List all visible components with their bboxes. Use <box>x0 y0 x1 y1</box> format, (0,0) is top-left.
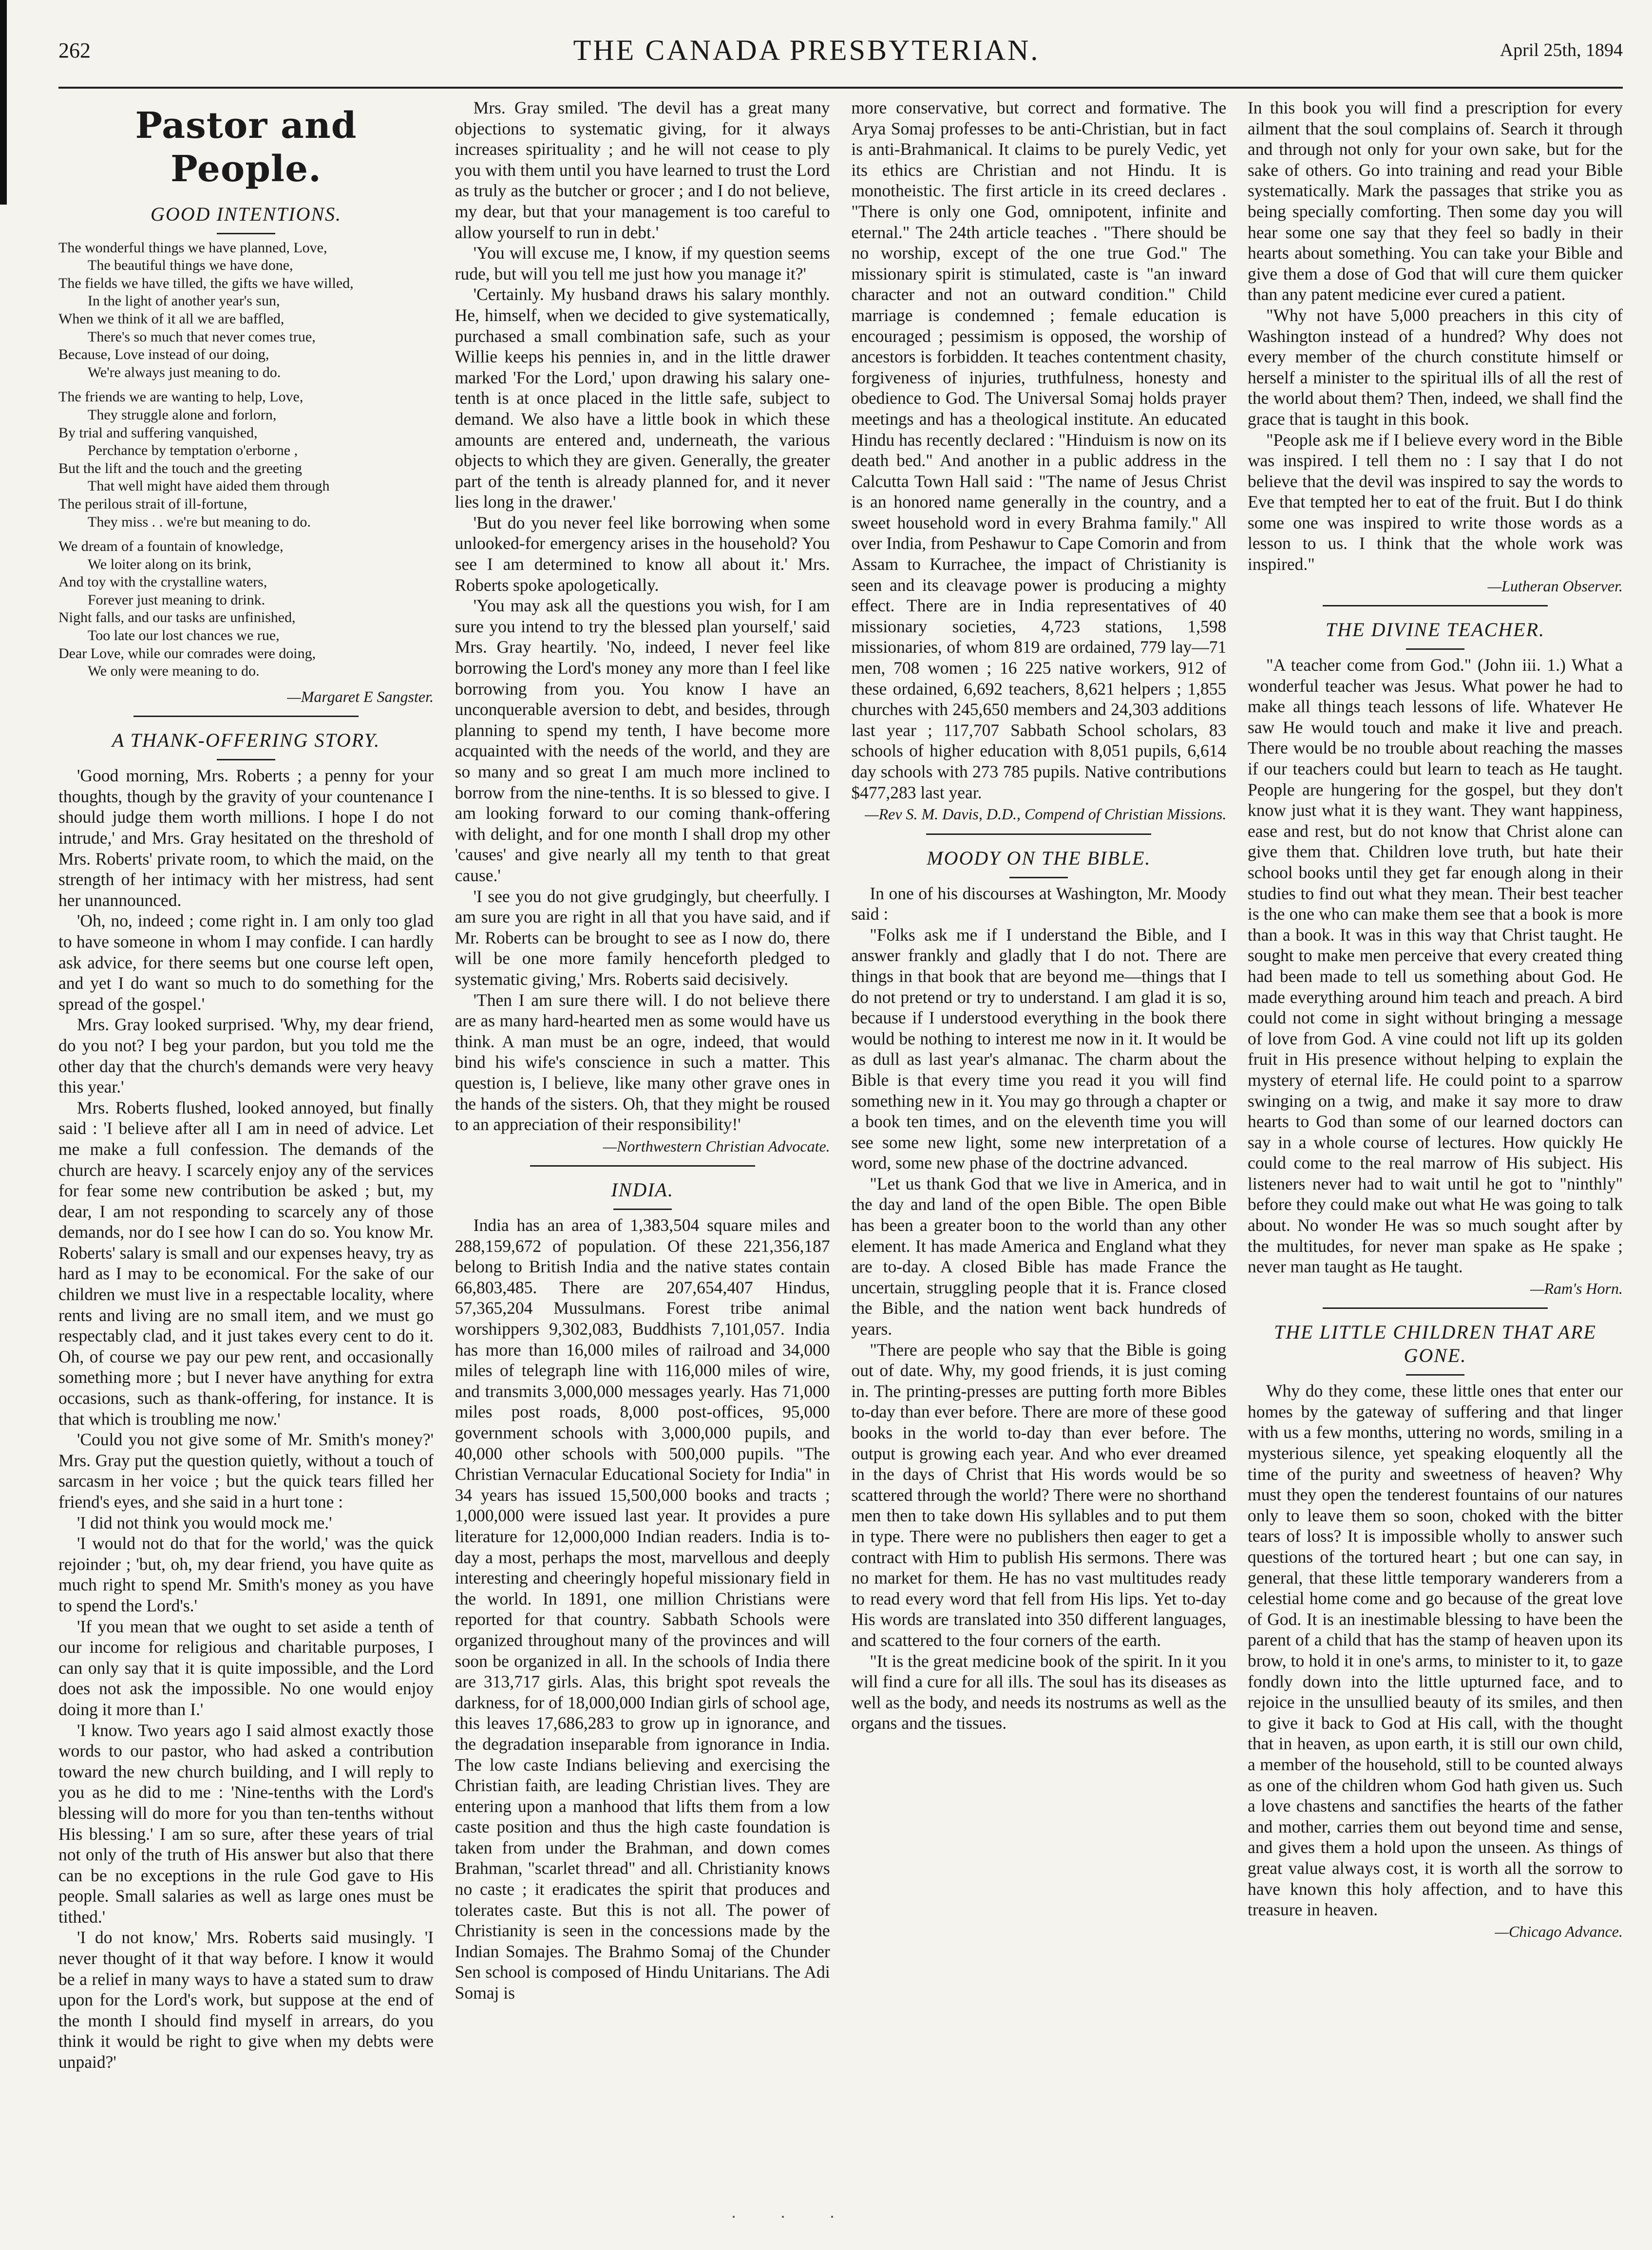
page-header <box>58 14 1623 87</box>
paragraph: 'Certainly. My husband draws his salary monthly. He, himself, when we decided to give systematically, purchased a small combination safe, such as your Willie keeps his pennies in, and in the little drawer marked 'For the Lord,' upon drawing his salary one-tenth is at once placed in the little safe, subject to demand. We also have a little book in which these amounts are entered and, underneath, the various objects to which they are given. Generally, the greater part of the tenth is already planned for, and it never lies long in the drawer.' <box>455 284 830 512</box>
poem-stanza <box>58 388 434 531</box>
footer-marks: · · · <box>731 2207 854 2227</box>
poem-line: They miss . . we're but meaning to do. <box>88 513 311 530</box>
masthead: THE CANADA PRESBYTERIAN. <box>573 34 1040 66</box>
poem-line: The beautiful things we have done, <box>88 257 293 274</box>
poem-line: The wonderful things we have planned, Love, <box>58 239 327 256</box>
poem-attribution: —Margaret E Sangster. <box>287 687 434 705</box>
poem-line: That well might have aided them through <box>88 478 330 494</box>
poem-line: In the light of another year's sun, <box>88 293 280 309</box>
paragraph: 'If you mean that we ought to set aside a tenth of our income for religious and charitable purposes, I can only say that it is quite impossible, and the Lord does not ask the impossible. No one would enjoy doing it more than I.' <box>58 1616 434 1719</box>
section-heading: Pastor and People. <box>135 105 357 190</box>
column-1 <box>58 97 434 2196</box>
paragraph: "People ask me if I believe every word in the Bible was inspired. I tell them no : I say that I do not believe that the devil was inspired to say the words to Eve that tempted her to eat of the fruit. But I do think some one was inspired to write those words as a lesson to us. I think that the whole work was inspired." <box>1247 430 1623 574</box>
thank-offering-title: A THANK-OFFERING STORY. <box>112 729 380 752</box>
poem-line: By trial and suffering vanquished, <box>58 424 258 441</box>
poem-title: GOOD INTENTIONS. <box>150 203 342 225</box>
article-separator <box>133 716 359 717</box>
article-separator <box>1323 605 1548 606</box>
paragraph-continued: In this book you will find a prescription for every ailment that the soul complains of. Search it through and through not only for your own sake, but for the sake of others. Go into training and read your Bible systematically. Mark the passages that strike you as being specially comforting. Then some day you will hear some one say that they feel so badly in their hearts about something. You can take your Bible and give them a dose of God that will cure them quicker than any patent medicine ever cured a patient. <box>1247 98 1623 304</box>
paragraph: 'Good morning, Mrs. Roberts ; a penny for your thoughts, though by the gravity of your countenance I should judge them worth millions. I hope I do not intrude,' and Mrs. Gray hesitated on the threshold of Mrs. Roberts' private room, to which the maid, on the strength of her intimacy with her mistress, had sent her unannounced. <box>58 766 434 910</box>
poem-line: The fields we have tilled, the gifts we have willed, <box>58 275 354 291</box>
poem-body <box>58 239 434 681</box>
divine-teacher-body <box>1248 655 1623 1277</box>
paragraph: In one of his discourses at Washington, Mr. Moody said : <box>851 883 1227 924</box>
thank-offering-body <box>58 765 434 2072</box>
poem-line: Night falls, and our tasks are unfinished, <box>58 609 296 626</box>
paragraph: Mrs. Gray smiled. 'The devil has a great many objections to systematic giving, for it always increases spirituality ; and he will not cease to ply you with them until you have learned to trust the Lord as truly as the butcher or grocer ; and I do not believe, my dear, but that your management is too careful to allow yourself to run in debt.' <box>455 98 830 242</box>
paragraph: 'I did not think you would mock me.' <box>77 1513 332 1532</box>
little-children-source: —Chicago Advance. <box>1495 1922 1623 1940</box>
poem-stanza <box>58 538 434 681</box>
title-rule <box>1009 877 1068 878</box>
little-children-title: THE LITTLE CHILDREN THAT ARE GONE. <box>1273 1321 1596 1367</box>
poem-line: They struggle alone and forlorn, <box>88 406 277 423</box>
binding-edge <box>0 0 7 205</box>
paragraph: 'I see you do not give grudgingly, but cheerfully. I am sure you are right in all that you have said, and if Mr. Roberts can be brought to see as I now do, there will be one more family henceforth pledged to systematic giving,' Mrs. Roberts said decisively. <box>455 886 830 989</box>
poem-line: The friends we are wanting to help, Love, <box>58 389 304 405</box>
paragraph: 'I know. Two years ago I said almost exactly those words to our pastor, who had asked a contribution toward the new church building, and I will reply to you as he did to me : 'Nine-tenths with the Lord's blessing will do more for you than ten-tenths without His blessing.' I am so sure, after these years of trial not only of the truth of His answer but also that there can be no exceptions in the rule God gave to His people. Small salaries as well as large ones must be tithed.' <box>58 1720 434 1927</box>
paragraph: 'Oh, no, indeed ; come right in. I am only too glad to have someone in whom I may confide. I can hardly ask advice, for there seems but one course left open, and yet I do want so much to do something for the spread of the gospel.' <box>58 911 434 1014</box>
paragraph: 'I do not know,' Mrs. Roberts said musingly. 'I never thought of it that way before. I know it would be a relief in many ways to have a stated sum to draw upon for the Lord's work, but suppose at the end of the month I should find myself in arrears, do you think it would be right to give when my debts were unpaid?' <box>58 1928 434 2072</box>
india-body-cont <box>851 97 1226 803</box>
page-number: 262 <box>58 38 91 62</box>
paragraph: "There are people who say that the Bible is going out of date. Why, my good friends, it is just coming in. The printing-presses are putting forth more Bibles to-day than ever before. There are more of these good books in the world to-day than ever before. The output is growing each year. And who ever dreamed in the days of Christ that His words would be so scattered through the world? There were no shorthand men then to take down His syllables and to put them in type. There were no publishers then eager to get a contract with Him to publish His sermons. There was no market for them. He has no vast multitudes ready to read every word that fell from His lips. Yet to-day His words are translated into 350 different languages, and scattered to the four corners of the earth. <box>851 1340 1227 1650</box>
poem-line: We're always just meaning to do. <box>88 364 281 380</box>
column-2 <box>455 97 830 2196</box>
title-rule <box>217 233 275 234</box>
little-children-body <box>1248 1380 1623 1920</box>
paragraph: India has an area of 1,383,504 square miles and 288,159,672 of population. Of these 221,356,187 belong to British India and the native states contain 66,803,485. There are 207,654,407 Hindus, 57,365,204 Mussulmans. Forest tribe animal worshippers 9,302,083, Buddhists 7,101,057. India has more than 16,000 miles of railroad and 34,000 miles of telegraph line with 116,000 miles of wire, and transmits 3,000,000 messages yearly. Has 71,000 miles post roads, 8,000 post-offices, 95,000 government schools with 3,000,000 pupils, and 40,000 other schools with 500,000 pupils. "The Christian Vernacular Educational Society for India" in 34 years has issued 15,500,000 books and tracts ; 1,000,000 were issued last year. It provides a pure literature for 12,000,000 Indian readers. India is to-day a most, perhaps the most, marvellous and deeply interesting and cheeringly hopeful missionary field in the world. In 1891, one million Christians were reported for that country. Sabbath Schools were organized throughout many of the provinces and will soon be organized in all. In the schools of India there are 313,717 girls. Alas, this bright spot reveals the darkness, for of 18,000,000 Indian girls of school age, this leaves 17,686,283 to grow up in ignorance, and the degradation inseparable from ignorance in India. The low caste Indians believing and exercising the Christian faith, are leading Christian lives. They are entering upon a manhood that lifts them from a low caste position and thus the high caste foundation is taken from under the Brahman, and down comes Brahman, "scarlet thread" and all. Christianity knows no caste ; it eradicates the spirit that produces and tolerates caste. But this is not all. The power of Christianity is seen in the concessions made by the Indian Somajes. The Brahmo Somaj of the Chunder Sen school is composed of Hindu Unitarians. The Adi Somaj is <box>455 1215 830 2003</box>
column-3 <box>851 97 1226 2196</box>
paragraph: 'Could you not give some of Mr. Smith's money?' Mrs. Gray put the question quietly, without a touch of sarcasm in her voice ; but the quick tears filled her friend's eyes, and she said in a hurt tone : <box>58 1430 434 1512</box>
title-rule <box>613 1209 672 1210</box>
paragraph: "A teacher come from God." (John iii. 1.) What a wonderful teacher was Jesus. What power he had to make all things teach lessons of life. Whatever He saw He would touch and make it live and preach. There would be no trouble about reaching the masses if our teachers could but learn to teach as He taught. People are hungering for the gospel, but they don't know just what it is they want. They want happiness, ease and rest, but do not know that Christ alone can give them that. Children love truth, but hate their school books until they get far enough along in their studies to find out what they mean. Their best teacher is the one who can make them see that a book is more than a book. It was in this way that Christ taught. He sought to make men perceive that every created thing had been made to tell us something about God. He made everything around him teach and preach. A bird could not come in sight without bringing a message of love from God. A vine could not lift up its golden fruit in His presence without helping to explain the mystery of eternal life. He could point to a sparrow swinging on a twig, and make it say more to draw hearts to God than some of our learned doctors can say in a whole course of lectures. How quickly He could come to the real marrow of His subject. His listeners never had to wait until he got to "ninthly" before they could make out what He was going to talk about. No wonder He was so much sought after by the multitudes, for never man spake as He spake ; never man taught as He taught. <box>1247 655 1623 1277</box>
paragraph: Mrs. Gray looked surprised. 'Why, my dear friend, do you not? I beg your pardon, but you told me the other day that the church's demands were very heavy this year.' <box>58 1015 434 1097</box>
moody-body <box>851 883 1226 1734</box>
poem-line: Because, Love instead of our doing, <box>58 346 269 363</box>
title-rule <box>1406 1374 1464 1376</box>
header-rule <box>58 87 1623 89</box>
issue-date: April 25th, 1894 <box>1500 40 1623 60</box>
paragraph: 'You will excuse me, I know, if my question seems rude, but will you tell me just how you manage it?' <box>455 243 830 284</box>
poem-line: We dream of a fountain of knowledge, <box>58 538 284 555</box>
poem-line: We only were meaning to do. <box>88 663 260 680</box>
paragraph: "It is the great medicine book of the spirit. In it you will find a cure for all ills. The soul has its diseases as well as the body, and needs its nostrums as well as the organs and the tissues. <box>851 1651 1227 1733</box>
paragraph: 'But do you never feel like borrowing when some unlooked-for emergency arises in the household? You see I am determined to know all about it.' Mrs. Roberts spoke apologetically. <box>455 512 830 595</box>
poem-line: Forever just meaning to drink. <box>88 591 266 608</box>
divine-teacher-title: THE DIVINE TEACHER. <box>1325 619 1545 641</box>
moody-title: MOODY ON THE BIBLE. <box>927 847 1151 869</box>
columns <box>58 97 1623 2196</box>
paragraph: "Folks ask me if I understand the Bible, and I answer frankly and gladly that I do not. There are things in that book that are beyond me—things that I do not pretend or try to understand. I am glad it is so, because if I understood everything in the book there would be nothing to interest me now in it. It would be as dull as last year's almanac. The charm about the Bible is that every time you read it you will find something new in it. You may go through a chapter or a book ten times, and on the eleventh time you will see some new light, some new interpretation of a word, some new phase of the doctrine advanced. <box>851 925 1227 1173</box>
poem-line: And toy with the crystalline waters, <box>58 574 267 590</box>
india-title: INDIA. <box>611 1179 674 1201</box>
india-source: —Rev S. M. Davis, D.D., Compend of Christian Missions. <box>865 805 1227 823</box>
poem-stanza <box>58 239 434 382</box>
poem-line: We loiter along on its brink, <box>88 556 251 572</box>
poem-line: Too late our lost chances we rue, <box>88 627 280 644</box>
poem-line: The perilous strait of ill-fortune, <box>58 495 247 512</box>
poem-line: There's so much that never comes true, <box>88 328 316 345</box>
poem-line: But the lift and the touch and the greeting <box>58 460 302 476</box>
poem-line: Dear Love, while our comrades were doing, <box>58 645 316 662</box>
article-separator <box>1323 1307 1548 1309</box>
paragraph: 'You may ask all the questions you wish, for I am sure you intend to try the blessed plan yourself,' said Mrs. Gray heartily. 'No, indeed, I never feel like borrowing the Lord's money any more than I feel like borrowing from you. You know I have an unconquerable aversion to debt, and besides, through planning to spend my tenth, I have become more acquainted with the needs of the world, and they are so many and so great I am much more inclined to borrow from the nine-tenths. It is so blessed to give. I am looking forward to our coming thank-offering with delight, and for one month I shall drop my other 'causes' and give nearly all my tenth to that great cause.' <box>455 596 830 885</box>
paragraph: Mrs. Roberts flushed, looked annoyed, but finally said : 'I believe after all I am in need of advice. Let me make a full confession. The demands of the church are heavy. I scarcely enjoy any of the services for fear some new contribution be asked ; but, my dear, I am not responding to scarcely any of those demands, nor do I see how I can do so. You know Mr. Roberts' salary is small and our expenses heavy, try as hard as I may to be economical. For the sake of our children we must live in a respectable locality, where rents and living are no small item, and we must go respectably clad, and it just takes every cent to do it. Oh, of course we pay our pew rent, and occasionally something more ; but I never have anything for extra occasions, such as thank-offering, for instance. It is that which is troubling me now.' <box>58 1097 434 1429</box>
title-rule <box>1406 648 1464 650</box>
divine-teacher-source: —Ram's Horn. <box>1530 1279 1623 1297</box>
article-separator <box>926 833 1151 835</box>
india-body <box>455 1215 830 2004</box>
column-4 <box>1248 97 1623 2196</box>
moody-body-cont <box>1248 97 1623 575</box>
paragraph: 'I would not do that for the world,' was the quick rejoinder ; 'but, oh, my dear friend, you have quite as much right to spend Mr. Smith's money as you have to spend the Lord's.' <box>58 1533 434 1615</box>
article-separator <box>530 1165 755 1167</box>
paragraph-continued: more conservative, but correct and formative. The Arya Somaj professes to be anti-Christian, but in fact is anti-Brahmanical. It claims to be purely Vedic, yet its ethics are Christian and not Hindu. It is monotheistic. The first article in its creed declares . "There is only one God, omnipotent, infinite and eternal." The 24th article teaches . "There should be no worship, except of the one true God." The missionary spirit is stimulated, caste is "an inward character and not an outward condition." Child marriage is condemned ; female education is encouraged ; pessimism is opposed, the worship of ancestors is forbidden. It teaches contentment chasity, forgiveness of injuries, truthfulness, honesty and obedience to God. The Universal Somaj holds prayer meetings and has a theological institute. An educated Hindu has recently declared : "Hinduism is now on its death bed." And another in a public address in the Calcutta Town Hall said : "The name of Jesus Christ is an honored name generally in the country, and a sweet household word in every Brahma family." All over India, from Peshawur to Cape Comorin and from Assam to Kurrachee, the impact of Christianity is seen and its cleavage power is producing a mighty effect. There are in India representatives of 40 missionary societies, 4,723 stations, 1,598 missionaries, of whom 819 are ordained, 779 lay—71 men, 708 women ; 16 225 native workers, 912 of these ordained, 6,692 teachers, 8,621 helpers ; 1,855 churches with 245,650 members and 24,303 additions last year ; 117,707 Sabbath School scholars, 83 schools of higher education with 8,051 pupils, 6,614 day schools with 273 785 pupils. Native contributions $477,283 last year. <box>851 98 1227 802</box>
moody-source: —Lutheran Observer. <box>1487 577 1623 595</box>
thank-offering-source: —Northwestern Christian Advocate. <box>603 1137 830 1155</box>
paragraph: 'Then I am sure there will. I do not believe there are as many hard-hearted men as some would have us think. A man must be an ogre, indeed, that would bind his wife's conscience in such a matter. This question is, I believe, like many other grave ones in the hands of the sisters. Oh, that they might be roused to an appreciation of their responsibility!' <box>455 990 830 1134</box>
paragraph: Why do they come, these little ones that enter our homes by the gateway of suffering and that linger with us a few months, uttering no words, smiling in a mysterious silence, yet speaking eloquently all the time of the purity and sweetness of heaven? Why must they open the tenderest fountains of our natures only to leave them so soon, choked with the bitter tears of loss? It is impossible wholly to answer such questions of the tortured heart ; but one can say, in general, that these little temporary wanderers from a celestial home come and go because of the great love of God. It is an inestimable blessing to have been the parent of a child that has the stamp of heaven upon its brow, to hold it in one's arms, to minister to it, to gaze fondly down into the little upturned face, and to rejoice in the unsullied beauty of its smiles, and then to give it back to God at His call, with the thought that in heaven, as upon earth, it is still our own child, a member of the household, still to be counted always as one of the children whom God hath given us. Such a love chastens and sanctifies the hearts of the father and mother, carries them out beyond time and sense, and gives them a hold upon the unseen. As things of great value always cost, it is worth all the sorrow to have known this holy affection, and to have this treasure in heaven. <box>1247 1381 1623 1920</box>
paragraph: "Let us thank God that we live in America, and in the day and land of the open Bible. The open Bible has been a greater boon to the world than any other element. It has made America and England what they are to-day. A closed Bible has made France the uncertain, struggling people that it is. France closed the Bible, and the nation went back hundreds of years. <box>851 1173 1227 1339</box>
thank-offering-body-cont <box>455 97 830 1135</box>
title-rule <box>217 759 275 760</box>
paragraph: "Why not have 5,000 preachers in this city of Washington instead of a hundred? Why does not every member of the church constitute himself or herself a minister to the spiritual ills of all the rest of the world about them? Then, indeed, we shall find the grace that is taught in this book. <box>1247 305 1623 429</box>
poem-line: Perchance by temptation o'erborne , <box>88 442 298 459</box>
poem-line: When we think of it all we are baffled, <box>58 310 285 327</box>
